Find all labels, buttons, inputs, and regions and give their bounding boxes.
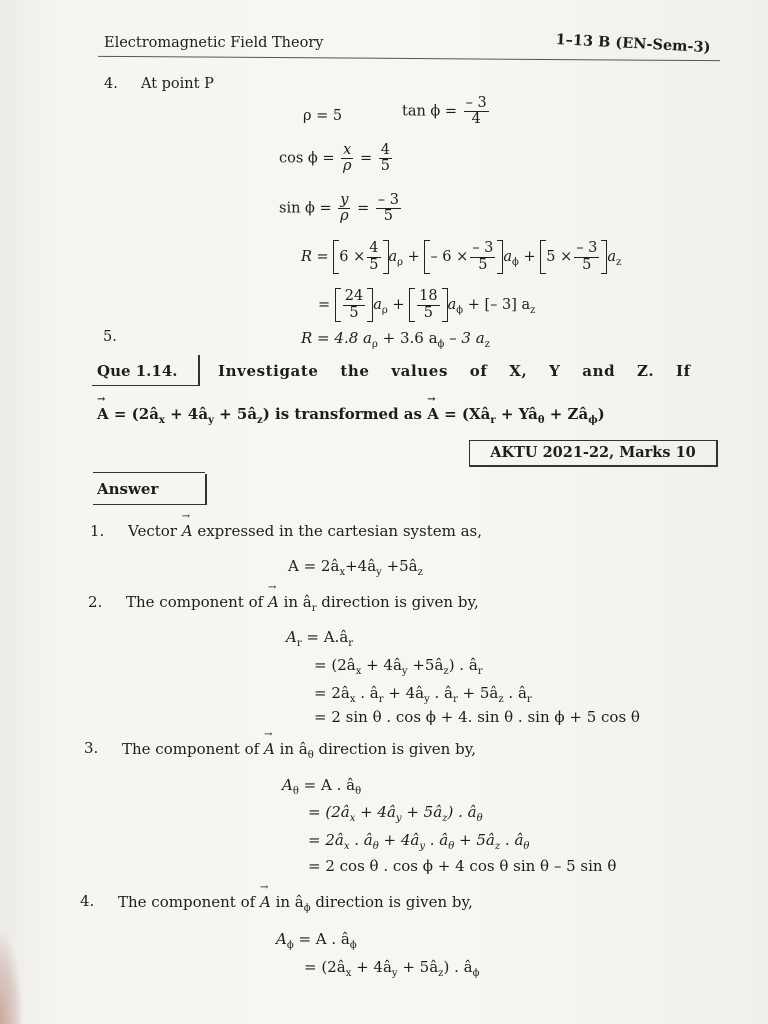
q-part: ) is transformed as	[262, 405, 428, 423]
eq: = 2â	[308, 831, 344, 849]
sub: r	[477, 666, 483, 677]
L2-tail: + [– 3] a	[467, 297, 531, 313]
text: expressed in the cartesian system as,	[192, 522, 482, 540]
tan-fraction	[464, 96, 489, 127]
sub: y	[401, 666, 408, 677]
vector-A: → A	[268, 593, 279, 611]
step3-line4: = 2 cos θ . cos ϕ + 4 cos θ sin θ – 5 sin θ	[308, 857, 617, 875]
R1-coef: 6 ×	[339, 249, 366, 265]
eq: = A . â	[298, 776, 356, 794]
step4-line1	[276, 930, 357, 951]
tan-lhs: tan ϕ =	[402, 103, 458, 120]
sub: θ	[307, 750, 314, 761]
sin-lhs: sin ϕ =	[279, 200, 332, 217]
sin-n1: y	[340, 192, 349, 208]
sub: y	[376, 567, 382, 578]
q-part: + Yâ	[495, 405, 538, 423]
q-part: + Zâ	[544, 405, 589, 423]
cos-d1: ρ	[342, 158, 352, 175]
q-part: + 4â	[164, 405, 209, 423]
eq: A	[286, 628, 297, 646]
final-sub1: ρ	[371, 339, 378, 350]
eq: . â	[349, 831, 373, 849]
cos-equation	[279, 143, 394, 174]
R3-sub: z	[615, 257, 622, 268]
cos-n2: 4	[380, 142, 390, 158]
sin-frac2	[376, 193, 401, 224]
eq: + 4â	[361, 656, 402, 674]
sub: x	[158, 415, 165, 426]
eq: + 5â	[457, 684, 499, 702]
tan-equation	[402, 96, 491, 127]
rho-equation: ρ = 5	[303, 108, 343, 124]
L2-den1: 5	[349, 304, 359, 321]
cos-frac1	[341, 143, 353, 174]
q-part: )	[597, 405, 605, 423]
sub: r	[526, 694, 532, 705]
sub: θ	[537, 415, 545, 426]
L2-num2: 18	[419, 288, 438, 305]
text: Vector	[128, 522, 182, 540]
sub: θ	[372, 841, 379, 852]
plus: +	[523, 249, 536, 265]
sub: r	[453, 694, 458, 705]
step1-equation	[288, 557, 423, 578]
running-header-title: Electromagnetic Field Theory	[104, 35, 324, 51]
step2-text	[126, 593, 479, 614]
step-number: 2.	[88, 593, 103, 611]
eq: +4â	[345, 557, 377, 575]
sub: z	[443, 666, 449, 677]
L2-unit1: a	[373, 297, 382, 313]
R3-unit: a	[607, 249, 616, 265]
sub: z	[257, 415, 263, 426]
step-number: 5.	[103, 329, 117, 345]
sub: x	[345, 968, 352, 979]
step4-text	[118, 893, 473, 914]
eq: + 4â	[355, 803, 396, 821]
plus: +	[392, 297, 405, 313]
final-b: + 3.6 a	[377, 329, 438, 347]
L2-unit2: a	[447, 297, 457, 313]
step-number: 4.	[104, 76, 118, 92]
L2-frac2	[417, 289, 439, 320]
bracket-open	[335, 288, 341, 322]
eq: . â	[500, 831, 524, 849]
answer-rule	[93, 472, 205, 473]
vector-A: → A	[260, 893, 271, 911]
step2-line4: = 2 sin θ . cos ϕ + 4. sin θ . sin ϕ + 5 cos θ	[314, 708, 640, 726]
L2-sub1: ρ	[381, 305, 388, 316]
R3-frac	[574, 241, 599, 272]
sub: x	[339, 567, 346, 578]
eq: = (2â	[308, 803, 350, 821]
R-lhs: R =	[301, 249, 329, 265]
cos-frac2	[379, 143, 392, 174]
step-text: At point P	[141, 76, 214, 92]
sub: ϕ	[349, 940, 357, 951]
text: in â	[278, 593, 312, 611]
text: The component of	[118, 893, 260, 911]
final-R	[301, 329, 490, 350]
eq: . â	[503, 684, 527, 702]
sub: y	[395, 813, 402, 824]
sub: x	[355, 666, 362, 677]
eq: +5â	[381, 557, 418, 575]
text: The component of	[126, 593, 268, 611]
R3-coef: 5 ×	[546, 249, 573, 265]
R2-unit: a	[503, 249, 513, 265]
sub: z	[442, 813, 448, 824]
eq: = (2â	[304, 958, 346, 976]
sub: r	[378, 694, 384, 705]
eq: + 4â	[383, 684, 425, 702]
eq: A = 2â	[288, 557, 340, 575]
eq: +5â	[407, 656, 444, 674]
sub: x	[343, 841, 350, 852]
vector-A: → A	[264, 740, 275, 758]
eq: + 5â	[454, 831, 495, 849]
text: direction is given by,	[316, 593, 479, 611]
running-header-page: 1–13 B (EN-Sem-3)	[555, 31, 711, 57]
step1-text	[128, 522, 482, 540]
sin-frac1	[338, 193, 350, 224]
eq: . â	[429, 684, 453, 702]
vector-A: → A	[182, 522, 193, 540]
q-part: + 5â	[213, 405, 258, 423]
sin-n2: – 3	[377, 192, 399, 208]
R3-den: 5	[582, 256, 592, 273]
L2-num1: 24	[344, 288, 364, 305]
R3-num: – 3	[576, 240, 598, 257]
sub: r	[490, 415, 496, 426]
sin-d1: ρ	[340, 208, 349, 225]
step3-line1	[282, 776, 361, 797]
sub: z	[498, 694, 504, 705]
final-a: R = 4.8 a	[301, 329, 372, 347]
R2-sub: ϕ	[512, 257, 519, 268]
step3-text	[122, 740, 476, 761]
eq: = A . â	[293, 930, 350, 948]
R2-coef: – 6 ×	[430, 249, 469, 265]
eq: ) . â	[443, 958, 473, 976]
L2-den2: 5	[423, 304, 433, 321]
final-c: – 3 a	[444, 329, 485, 347]
R-equation-line2	[318, 288, 535, 322]
eq: ) . â	[448, 656, 478, 674]
sub: θ	[476, 813, 483, 824]
R2-frac	[470, 241, 495, 272]
plus: +	[407, 249, 420, 265]
eq: + 5â	[401, 803, 443, 821]
eq: A	[282, 776, 293, 794]
sub: ϕ	[588, 415, 598, 426]
vector-A: → A	[427, 405, 439, 423]
step-number: 1.	[90, 522, 105, 540]
sin-d2: 5	[383, 208, 394, 225]
eq: = (2â	[314, 656, 356, 674]
eq: + 4â	[378, 831, 420, 849]
step-number: 3.	[84, 739, 99, 757]
sub: y	[419, 841, 425, 852]
R-equation-line1	[301, 240, 621, 274]
final-sub2: ϕ	[437, 339, 445, 350]
step3-line2	[308, 803, 483, 824]
exam-reference-badge: AKTU 2021-22, Marks 10	[469, 440, 718, 467]
step-number: 4.	[80, 892, 95, 910]
sub: x	[349, 813, 356, 824]
question-line2	[97, 405, 605, 426]
finger-shadow	[0, 934, 22, 1024]
eq: ) . â	[447, 803, 477, 821]
R1-den: 5	[369, 256, 379, 273]
step2-line1	[286, 628, 353, 649]
sub: y	[424, 694, 430, 705]
eq: . â	[355, 684, 379, 702]
L2-sub2: ϕ	[456, 305, 464, 316]
step3-line3	[308, 831, 529, 852]
sub: z	[417, 567, 423, 578]
sub: z	[494, 841, 501, 852]
equals: =	[357, 200, 370, 217]
q-part: = (Xâ	[438, 405, 491, 423]
sub: θ	[355, 786, 362, 797]
question-text: Investigate the values of X, Y and Z. If	[218, 362, 691, 380]
eq: = A.â	[301, 628, 349, 646]
sub: z	[438, 968, 444, 979]
L2-frac1	[343, 289, 365, 320]
sub: θ	[448, 841, 455, 852]
bracket-open	[409, 288, 415, 322]
vector-A: → A	[97, 405, 109, 423]
header-rule	[98, 56, 720, 61]
sin-equation	[279, 193, 403, 224]
R2-num: – 3	[472, 240, 494, 257]
L2-sub3: z	[530, 305, 536, 316]
R1-frac	[367, 241, 380, 272]
sub: ϕ	[286, 940, 294, 951]
text: direction is given by,	[310, 893, 473, 911]
sub: y	[391, 968, 398, 979]
text: in â	[270, 893, 304, 911]
cos-d2: 5	[380, 158, 390, 175]
sub: ϕ	[303, 903, 311, 914]
cos-lhs: cos ϕ =	[279, 150, 335, 167]
final-sub3: z	[484, 339, 490, 350]
sub: ϕ	[472, 968, 480, 979]
text: direction is given by,	[313, 740, 476, 758]
sub: θ	[292, 786, 299, 797]
eq: + 4â	[351, 958, 392, 976]
eq: . â	[425, 831, 449, 849]
sub: r	[296, 638, 302, 649]
eq: A	[276, 930, 287, 948]
R1-unit: a	[388, 249, 398, 265]
tan-num: – 3	[465, 95, 487, 111]
R2-den: 5	[478, 256, 488, 273]
text: The component of	[122, 740, 264, 758]
answer-label: Answer	[97, 480, 159, 498]
R1-num: 4	[369, 240, 379, 257]
text: in â	[274, 740, 308, 758]
sub: y	[208, 415, 214, 426]
sub: r	[311, 603, 317, 614]
eq: = 2â	[314, 684, 350, 702]
sub: x	[349, 694, 356, 705]
sub: θ	[523, 841, 530, 852]
tan-den: 4	[471, 111, 481, 128]
eq: + 5â	[397, 958, 439, 976]
step2-line2	[314, 656, 483, 677]
step2-line3	[314, 684, 532, 705]
sub: r	[348, 638, 354, 649]
step4-line2	[304, 958, 479, 979]
q-part: = (2â	[108, 405, 159, 423]
equals: =	[318, 297, 331, 313]
equals: =	[359, 150, 373, 167]
R1-sub: ρ	[397, 257, 404, 268]
question-label: Que 1.14.	[97, 362, 178, 380]
cos-n1: x	[343, 142, 352, 158]
